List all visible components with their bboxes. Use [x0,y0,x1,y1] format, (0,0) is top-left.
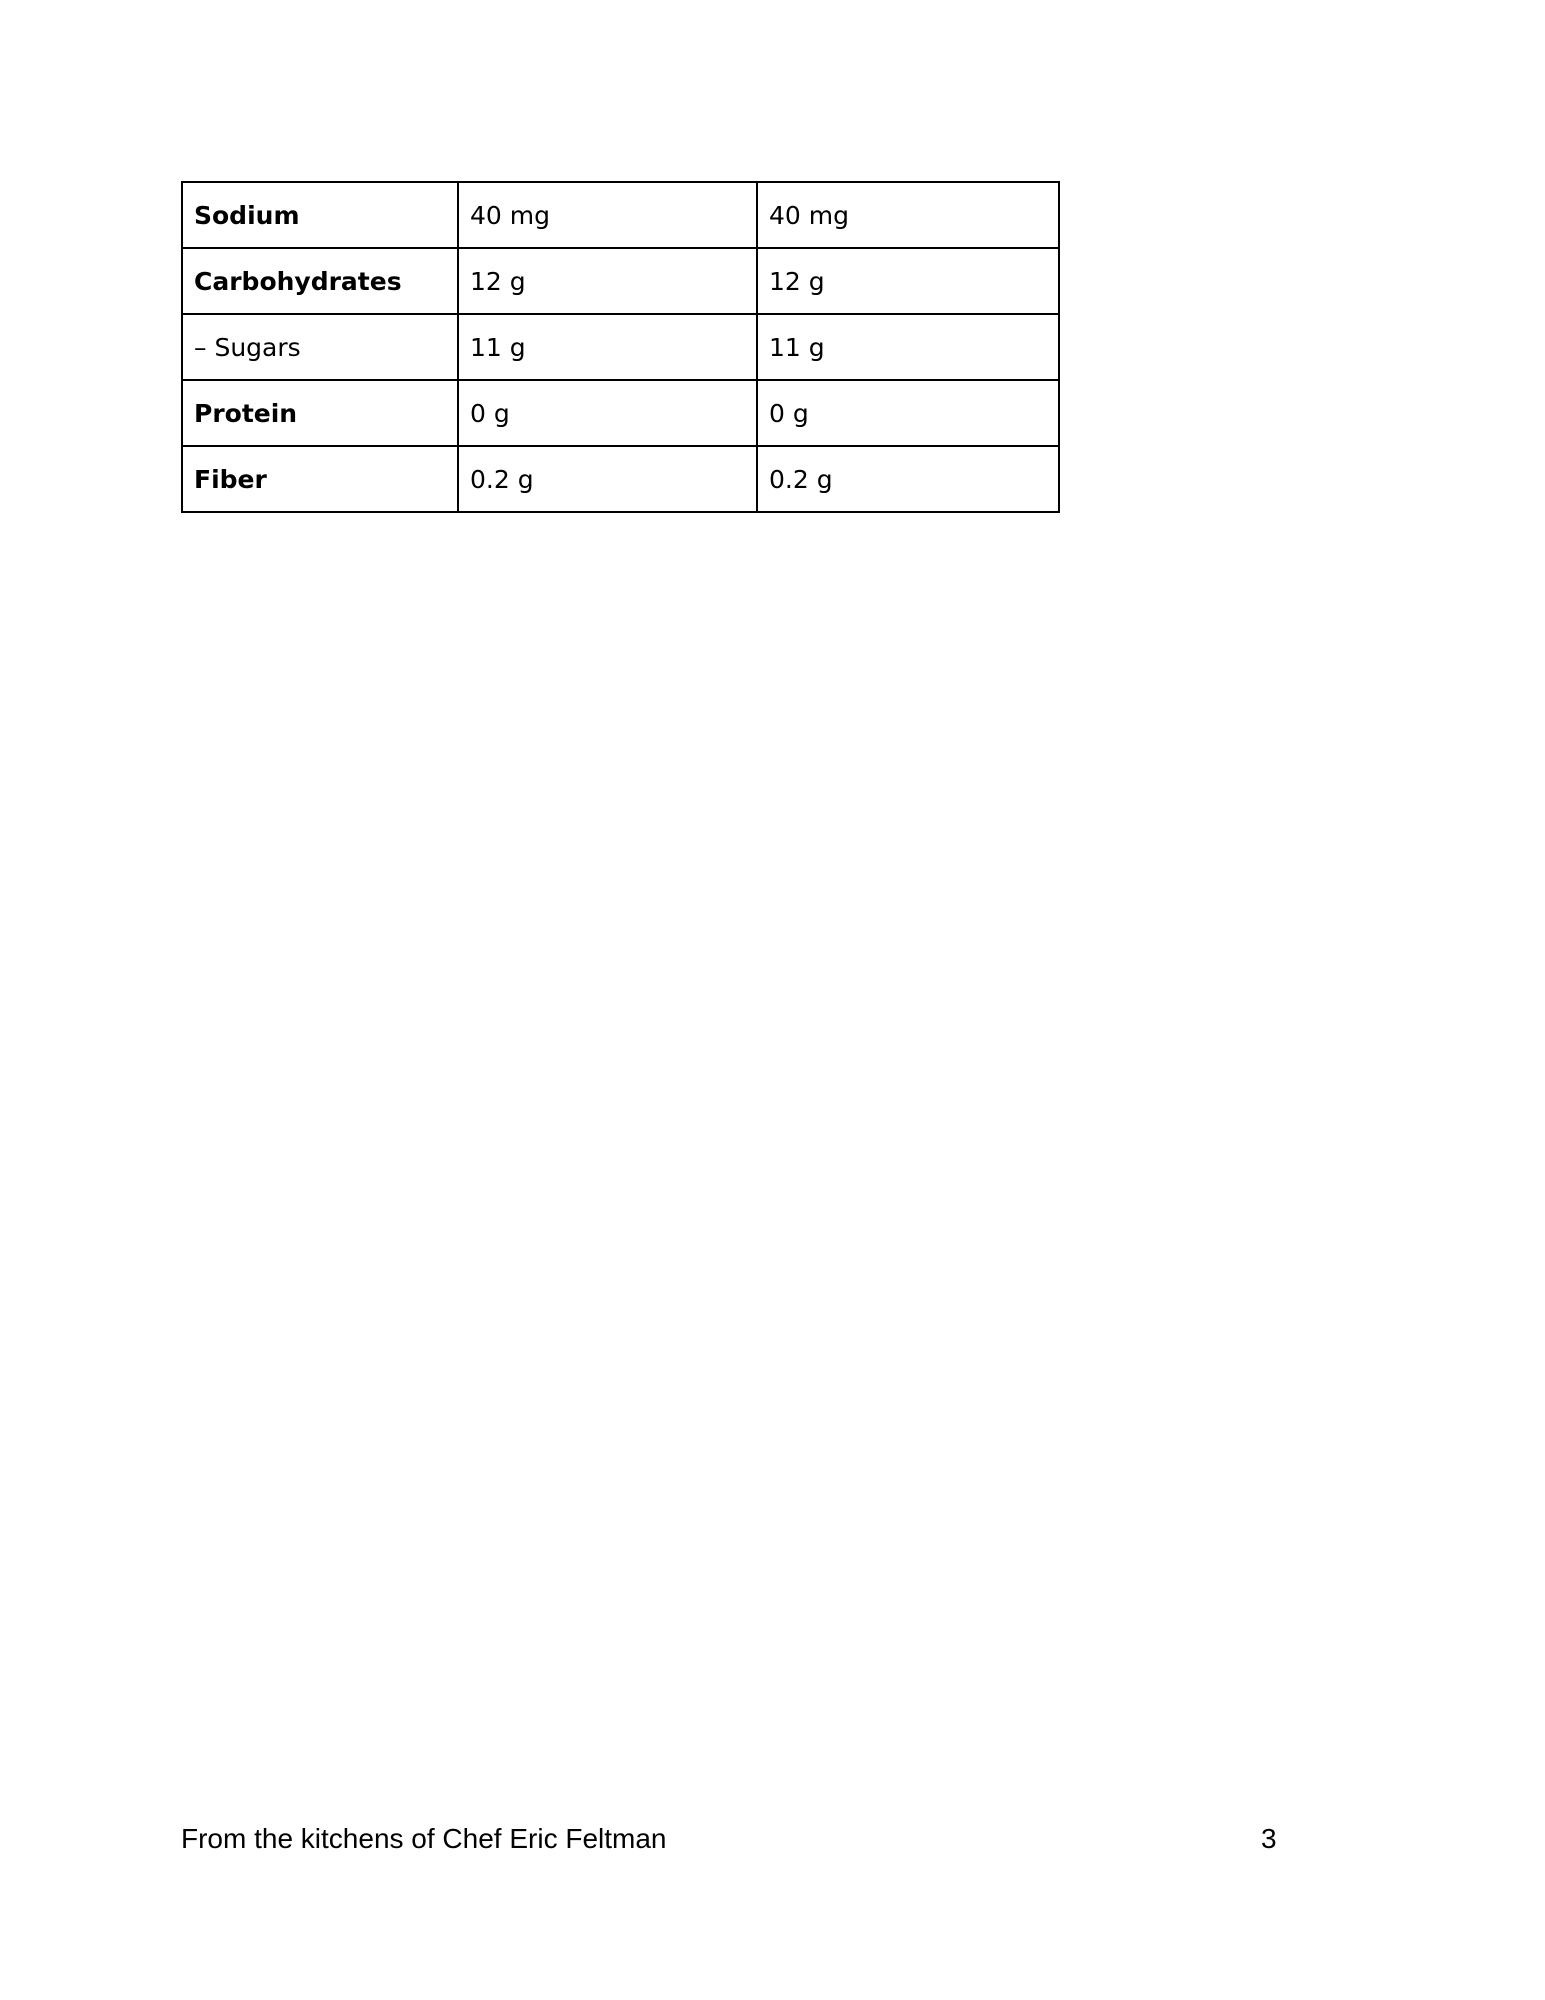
table-row [182,446,1059,512]
nutrient-value: 0.2 g [458,446,757,512]
nutrient-value: 12 g [757,248,1059,314]
nutrient-value: 0 g [757,380,1059,446]
table-row [182,314,1059,380]
nutrient-label: Protein [182,380,458,446]
nutrient-label: Fiber [182,446,458,512]
nutrient-value: 40 mg [757,182,1059,248]
nutrient-label: – Sugars [182,314,458,380]
table-row [182,380,1059,446]
page-number: 3 [1261,1823,1277,1854]
table-row [182,182,1059,248]
nutrient-label: Carbohydrates [182,248,458,314]
nutrient-value: 12 g [458,248,757,314]
nutrition-table [181,181,1060,513]
nutrient-value: 11 g [458,314,757,380]
table-row [182,248,1059,314]
nutrient-label: Sodium [182,182,458,248]
nutrient-value: 0.2 g [757,446,1059,512]
nutrient-value: 11 g [757,314,1059,380]
footer-text: From the kitchens of Chef Eric Feltman [181,1823,667,1854]
nutrient-value: 40 mg [458,182,757,248]
nutrient-value: 0 g [458,380,757,446]
